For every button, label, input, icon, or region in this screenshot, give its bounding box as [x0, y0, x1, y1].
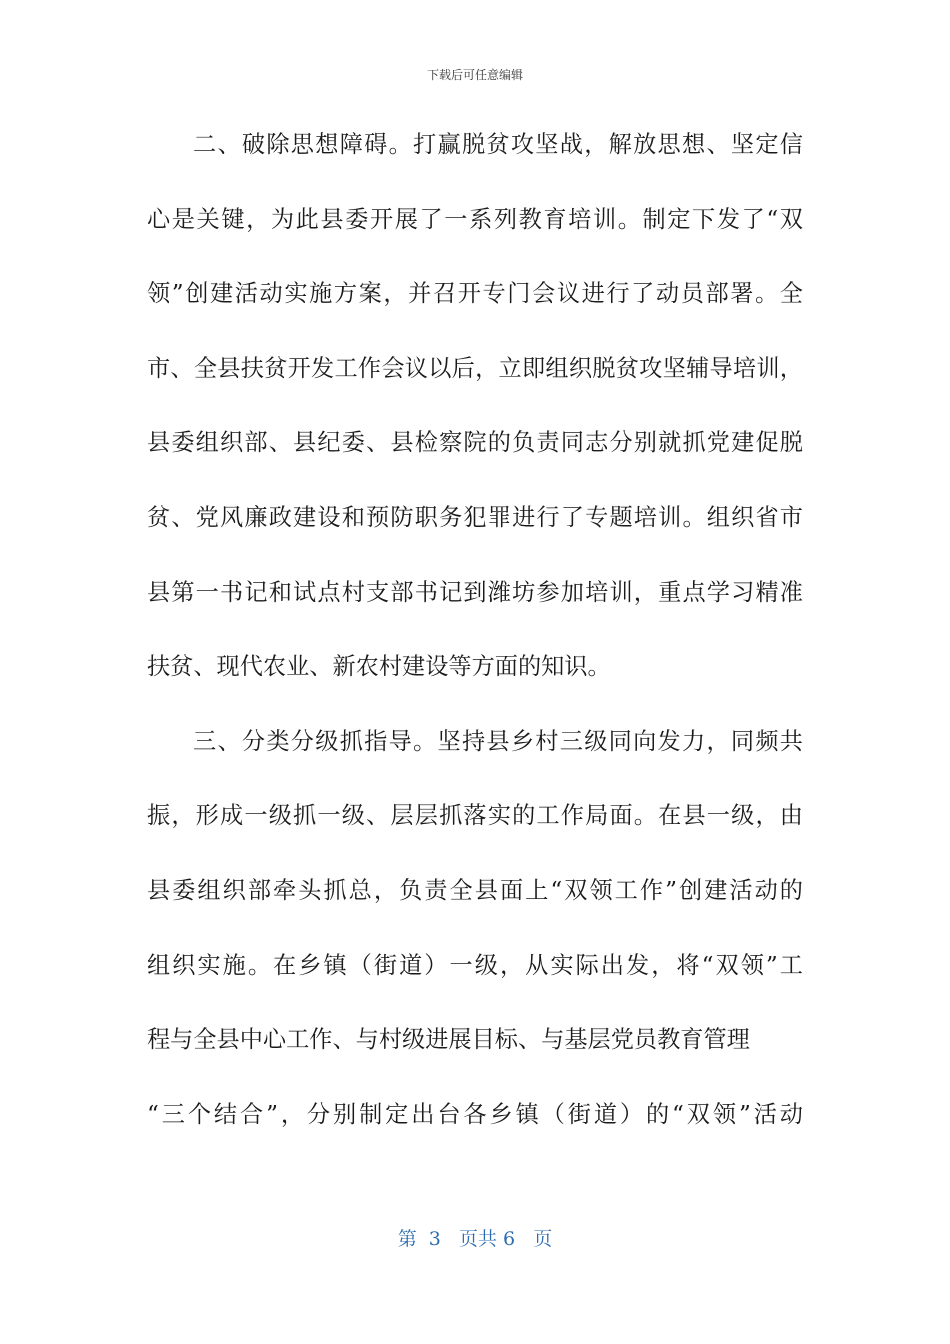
- paragraph-line: 扶贫、现代农业、新农村建设等方面的知识。: [147, 653, 611, 681]
- paragraph-line: 县第一书记和试点村支部书记到潍坊参加培训，重点学习精准: [147, 578, 803, 606]
- paragraph-line: 市、全县扶贫开发工作会议以后，立即组织脱贫攻坚辅导培训，: [147, 354, 803, 382]
- document-body: [147, 118, 803, 1162]
- paragraph-line: 程与全县中心工作、与村级进展目标、与基层党员教育管理: [147, 1026, 750, 1054]
- paragraph-line: 二、破除思想障碍。打赢脱贫攻坚战，解放思想、坚定信: [193, 131, 803, 158]
- paragraph-line: 县委组织部牵头抓总，负责全县面上“双领工作”创建活动的: [147, 876, 803, 904]
- paragraph-line: 县委组织部、县纪委、县检察院的负责同志分别就抓党建促脱: [147, 429, 803, 457]
- paragraph-line: 领”创建活动实施方案，并召开专门会议进行了动员部署。全: [147, 280, 803, 308]
- paragraph-line: 贫、党风廉政建设和预防职务犯罪进行了专题培训。组织省市: [147, 503, 803, 531]
- paragraph-line: 心是关键，为此县委开展了一系列教育培训。制定下发了“双: [147, 205, 803, 233]
- page-number-footer: 第 3 页共 6 页: [397, 1228, 553, 1250]
- page-header: 下载后可任意编辑: [426, 68, 523, 82]
- paragraph-line: 三、分类分级抓指导。坚持县乡村三级同向发力，同频共: [193, 727, 803, 755]
- paragraph-line: 组织实施。在乡镇（街道）一级，从实际出发，将“双领”工: [147, 951, 803, 979]
- paragraph-line: 振，形成一级抓一级、层层抓落实的工作局面。在县一级，由: [147, 802, 803, 830]
- paragraph-line: “三个结合”，分别制定出台各乡镇（街道）的“双领”活动: [147, 1100, 803, 1128]
